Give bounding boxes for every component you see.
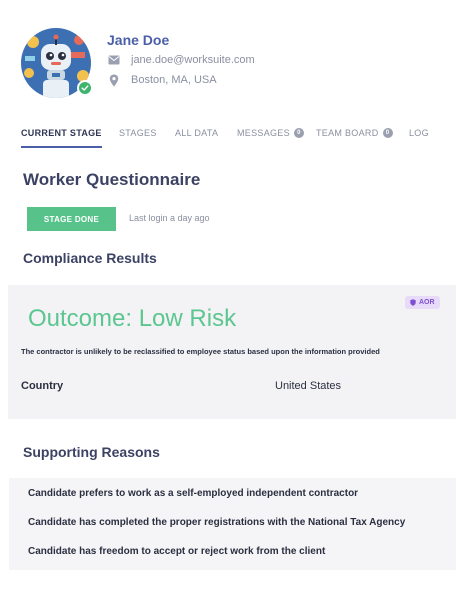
country-value: United States <box>275 380 342 392</box>
tab-label: TEAM BOARD <box>316 128 379 138</box>
team-board-count-badge: 0 <box>383 128 393 138</box>
avatar[interactable] <box>21 28 91 98</box>
user-name: Jane Doe <box>107 32 170 48</box>
compliance-card <box>8 285 456 419</box>
last-login-text: Last login a day ago <box>129 213 210 223</box>
tab-team-board[interactable] <box>316 128 393 138</box>
tab-bar <box>21 125 441 149</box>
tab-label: ALL DATA <box>175 128 219 138</box>
page-title: Worker Questionnaire <box>23 170 201 189</box>
compliance-title: Compliance Results <box>23 250 157 266</box>
tab-log[interactable] <box>409 128 429 138</box>
tab-current-stage[interactable] <box>21 128 102 138</box>
location-pin-icon <box>107 73 121 87</box>
mail-icon <box>107 53 121 67</box>
reasons-title: Supporting Reasons <box>23 444 160 460</box>
tab-label: STAGES <box>119 128 157 138</box>
user-email[interactable]: jane.doe@worksuite.com <box>131 54 255 66</box>
shield-icon <box>410 299 416 306</box>
verified-check-icon <box>77 80 93 96</box>
reason-item: Candidate has completed the proper registrations with the National Tax Agency <box>28 517 406 528</box>
messages-count-badge: 0 <box>294 128 304 138</box>
tab-label: CURRENT STAGE <box>21 128 102 138</box>
reasons-card <box>9 478 456 570</box>
active-tab-indicator <box>21 146 102 148</box>
aor-badge <box>405 296 440 309</box>
email-row <box>107 53 255 67</box>
location-row <box>107 73 217 87</box>
reason-item: Candidate prefers to work as a self-employed independent contractor <box>28 488 359 499</box>
country-label: Country <box>21 380 64 392</box>
tab-messages[interactable] <box>237 128 304 138</box>
reason-item: Candidate has freedom to accept or reject work from the client <box>28 546 326 557</box>
outcome-text: Outcome: Low Risk <box>28 305 237 332</box>
profile-header <box>21 28 451 103</box>
tab-stages[interactable] <box>119 128 157 138</box>
tab-label: LOG <box>409 128 429 138</box>
stage-done-button[interactable]: STAGE DONE <box>27 207 116 231</box>
tab-all-data[interactable] <box>175 128 218 138</box>
outcome-description: The contractor is unlikely to be reclassified to employee status based upon the information provided <box>21 347 380 356</box>
tab-label: MESSAGES <box>237 128 290 138</box>
user-location: Boston, MA, USA <box>131 74 217 86</box>
aor-badge-label: AOR <box>419 299 435 306</box>
